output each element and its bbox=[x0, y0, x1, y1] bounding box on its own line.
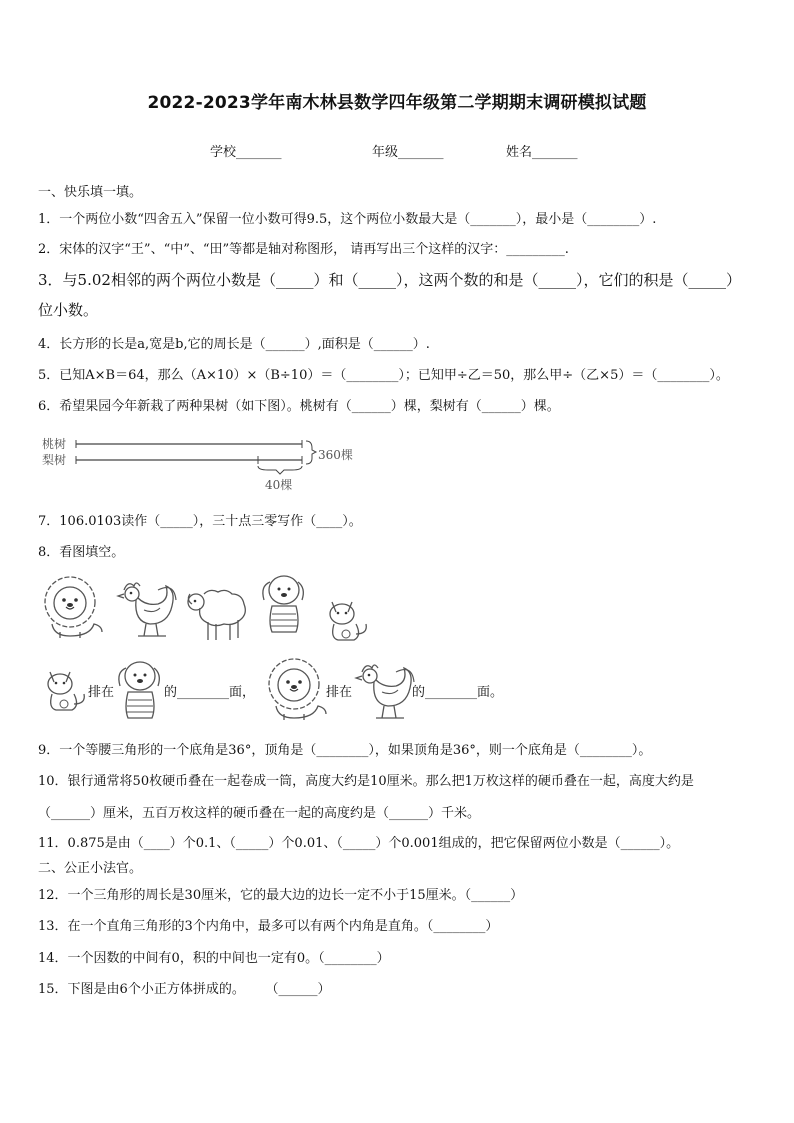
lion-icon bbox=[38, 574, 106, 640]
tree-bars bbox=[40, 432, 370, 494]
name-field: 姓名_______ bbox=[506, 145, 578, 160]
q8-text-2: 的________面， bbox=[164, 685, 256, 700]
q8-text-3: 排在 bbox=[326, 685, 353, 700]
question-11: 11．0.875是由（____）个0.1、（_____）个0.01、（_____）个0.001组成的，把它保留两位小数是（______）。 bbox=[38, 836, 680, 851]
cat-icon bbox=[40, 664, 88, 714]
question-10: 10．银行通常将50枚硬币叠在一起卷成一筒，高度大约是10厘米。那么把1万枚这样的硬币叠在一起，高度大约是 bbox=[38, 774, 694, 789]
question-8: 8．看图填空。 bbox=[38, 545, 125, 560]
page-title: 2022-2023学年南木林县数学四年级第二学期期末调研模拟试题 bbox=[147, 93, 647, 113]
question-2: 2．宋体的汉字“王”、“中”、“田”等都是轴对称图形， 请再写出三个这样的汉字：_________. bbox=[38, 242, 569, 257]
peach-label: 桃树 bbox=[42, 437, 67, 451]
question-7: 7．106.0103读作（_____），三十点三零写作（____）。 bbox=[38, 514, 362, 529]
question-3: 3．与5.02相邻的两个两位小数是（_____）和（_____），这两个数的和是（_____），它们的积是（_____） bbox=[38, 271, 741, 289]
question-10-cont: （______）厘米，五百万枚这样的硬币叠在一起的高度约是（______）千米。 bbox=[38, 806, 481, 821]
q8-text-4: 的________面。 bbox=[412, 685, 504, 700]
school-field: 学校_______ bbox=[210, 145, 282, 160]
lion-icon bbox=[262, 656, 330, 722]
question-9: 9．一个等腰三角形的一个底角是36°，顶角是（________），如果顶角是36°，则一个底角是（________）。 bbox=[38, 743, 652, 758]
diff-label: 40棵 bbox=[265, 478, 293, 492]
q8-text-1: 排在 bbox=[88, 685, 115, 700]
sheep-icon bbox=[184, 584, 250, 642]
section-1-heading: 一、快乐填一填。 bbox=[38, 185, 143, 200]
section-2-heading: 二、公正小法官。 bbox=[38, 861, 143, 876]
question-3-cont: 位小数。 bbox=[38, 301, 99, 319]
question-4: 4．长方形的长是a,宽是b,它的周长是（______）,面积是（______）. bbox=[38, 337, 430, 352]
question-1: 1．一个两位小数“四舍五入”保留一位小数可得9.5，这个两位小数最大是（_______），最小是（________）. bbox=[38, 212, 657, 227]
pear-label: 梨树 bbox=[42, 453, 67, 467]
dog-icon bbox=[258, 570, 308, 640]
question-5: 5．已知A×B＝64，那么（A×10）×（B÷10）＝（________）；已知甲÷乙＝50，那么甲÷（乙×5）＝（________）。 bbox=[38, 368, 729, 383]
question-13: 13．在一个直角三角形的3个内角中，最多可以有两个内角是直角。（________） bbox=[38, 919, 499, 934]
grade-field: 年级_______ bbox=[372, 145, 444, 160]
cat-icon bbox=[322, 594, 370, 644]
fruit-tree-diagram bbox=[40, 432, 370, 494]
total-label: 360棵 bbox=[318, 448, 353, 462]
question-12: 12．一个三角形的周长是30厘米，它的最大边的边长一定不小于15厘米。（______） bbox=[38, 888, 524, 903]
rooster-icon bbox=[352, 658, 418, 720]
dog-icon bbox=[114, 656, 164, 726]
question-14: 14．一个因数的中间有0，积的中间也一定有0。（________） bbox=[38, 951, 390, 966]
question-6: 6．希望果园今年新栽了两种果树（如下图）。桃树有（______）棵，梨树有（______）棵。 bbox=[38, 399, 560, 414]
rooster-icon bbox=[114, 576, 180, 638]
question-15: 15．下图是由6个小正方体拼成的。 （______） bbox=[38, 982, 331, 997]
